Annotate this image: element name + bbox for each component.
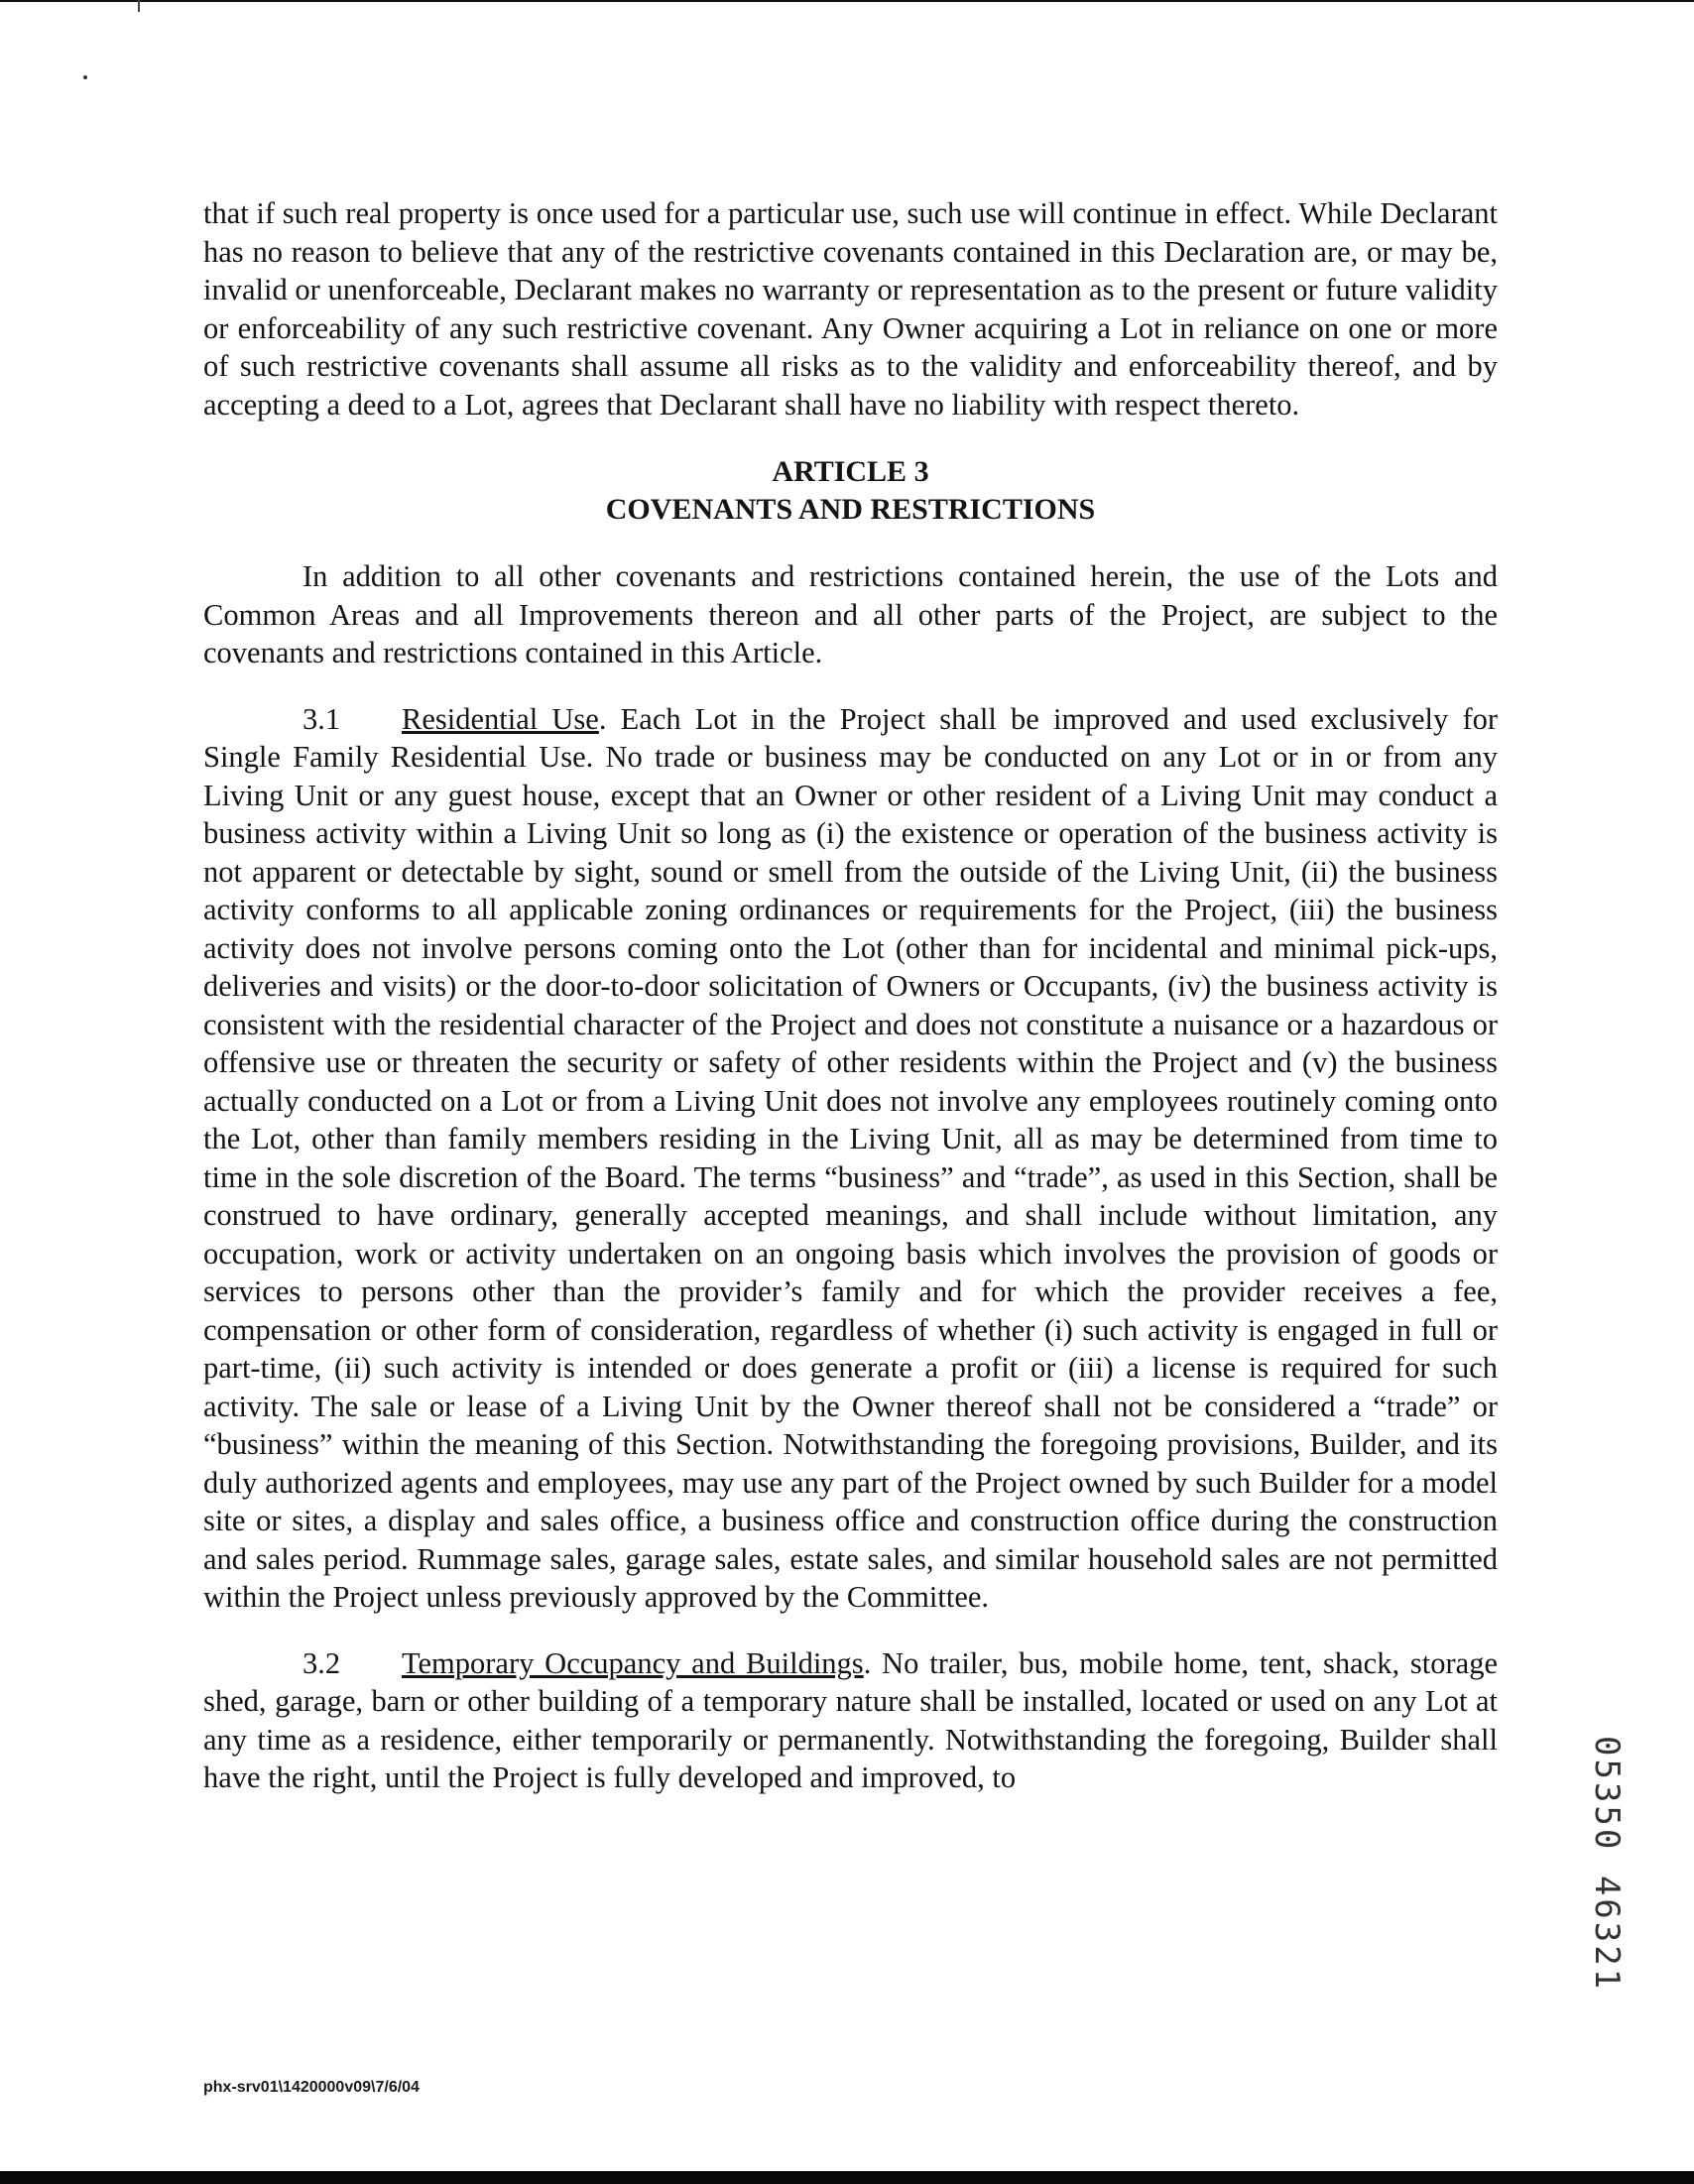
section-title: Residential Use	[402, 701, 599, 736]
section-text: Each Lot in the Project shall be improved and used exclusively for Single Family Residential Use. No trade or business may be conducted on any Lot or in or from any Living Unit or any guest house, except that an Owner or other resident of a Living Unit may conduct a business activity within a Living Unit so long as (i) the existence or operation of the business activity is not apparent or detectable by sight, sound or smell from the outside of the Living Unit, (ii) the business activity conforms to all applicable zoning ordinances or requirements for the Project, (iii) the business activity does not involve persons coming onto the Lot (other than for incidental and minimal pick-ups, deliveries and visits) or the door-to-door solicitation of Owners or Occupants, (iv) the business activity is consistent with the residential character of the Project and does not constitute a nuisance or a hazardous or offensive use or threaten the security or safety of other residents within the Project and (v) the business actually conducted on a Lot or from a Living Unit does not involve any employees routinely coming onto the Lot, other than family members residing in the Living Unit, all as may be determined from time to time in the sole discretion of the Board. The terms “business” and “trade”, as used in this Section, shall be construed to have ordinary, generally accepted meanings, and shall include without limitation, any occupation, work or activity undertaken on an ongoing basis which involves the provision of goods or services to persons other than the provider’s family and for which the provider receives a fee, compensation or other form of consideration, regardless of whether (i) such activity is engaged in full or part-time, (ii) such activity is intended or does generate a profit or (iii) a license is required for such activity. The sale or lease of a Living Unit by the Owner thereof shall not be considered a “trade” or “business” within the meaning of this Section. Notwithstanding the foregoing provisions, Builder, and its duly authorized agents and employees, may use any part of the Project owned by such Builder for a model site or sites, a display and sales office, a business office and construction office during the construction and sales period. Rummage sales, garage sales, estate sales, and similar household sales are not permitted within the Project unless previously approved by the Committee.	[203, 701, 1499, 1614]
section-number: 3.2	[302, 1645, 341, 1680]
section-text: No trailer, bus, mobile home, tent, shack, storage shed, garage, barn or other building of a temporary nature shall be installed, located or used on any Lot at any time as a residence, either temporarily or permanently. Notwithstanding the foregoing, Builder shall have the right, until the Project is fully developed and improved, to	[203, 1645, 1498, 1794]
section-number: 3.1	[302, 701, 341, 736]
footer-document-id: phx-srv01\1420000v09\7/6/04	[203, 2079, 420, 2096]
section-3-1: 3.1 Residential Use. Each Lot in the Project shall be improved and used exclusively for Single Family Residential Use. No trade or business may be conducted on any Lot or in or from any Living Unit or any guest house, except that an Owner or other resident of a Living Unit may conduct a business activity within a Living Unit so long as (i) the existence or operation of the business activity is not apparent or detectable by sight, sound or smell from the outside of the Living Unit, (ii) the business activity conforms to all applicable zoning ordinances or requirements for the Project, (iii) the business activity does not involve persons coming onto the Lot (other than for incidental and minimal pick-ups, deliveries and visits) or the door-to-door solicitation of Owners or Occupants, (iv) the business activity is consistent with the residential character of the Project and does not constitute a nuisance or a hazardous or offensive use or threaten the security or safety of other residents within the Project and (v) the business actually conducted on a Lot or from a Living Unit does not involve any employees routinely coming onto the Lot, other than family members residing in the Living Unit, all as may be determined from time to time in the sole discretion of the Board. The terms “business” and “trade”, as used in this Section, shall be construed to have ordinary, generally accepted meanings, and shall include without limitation, any occupation, work or activity undertaken on an ongoing basis which involves the provision of goods or services to persons other than the provider’s family and for which the provider receives a fee, compensation or other form of consideration, regardless of whether (i) such activity is engaged in full or part-time, (ii) such activity is intended or does generate a profit or (iii) a license is required for such activity. The sale or lease of a Living Unit by the Owner thereof shall not be considered a “trade” or “business” within the meaning of this Section. Notwithstanding the foregoing provisions, Builder, and its duly authorized agents and employees, may use any part of the Project owned by such Builder for a model site or sites, a display and sales office, a business office and construction office during the construction and sales period. Rummage sales, garage sales, estate sales, and similar household sales are not permitted within the Project unless previously approved by the Committee.	[203, 701, 1499, 1614]
article-title: COVENANTS AND RESTRICTIONS	[605, 493, 1096, 526]
section-3-2: 3.2 Temporary Occupancy and Buildings. No trailer, bus, mobile home, tent, shack, storage shed, garage, barn or other building of a temporary nature shall be installed, located or used on any Lot at any time as a residence, either temporarily or permanently. Notwithstanding the foregoing, Builder shall have the right, until the Project is fully developed and improved, to	[203, 1645, 1498, 1794]
section-title: Temporary Occupancy and Buildings	[402, 1645, 864, 1680]
scan-speck	[83, 75, 87, 79]
scan-bottom-edge	[0, 2171, 1694, 2184]
document-body	[203, 194, 1498, 1797]
scan-top-edge	[0, 0, 1694, 2]
scan-tick-mark	[138, 0, 140, 12]
bates-number: 05350 46321	[1587, 1736, 1627, 1993]
intro-paragraph: that if such real property is once used for a particular use, such use will continue in effect. While Declarant has no reason to believe that any of the restrictive covenants contained in this Declaration are, or may be, invalid or unenforceable, Declarant makes no warranty or representation as to the present or future validity or enforceability of any such restrictive covenant. Any Owner acquiring a Lot in reliance on one or more of such restrictive covenants shall assume all risks as to the validity and enforceability thereof, and by accepting a deed to a Lot, agrees that Declarant shall have no liability with respect thereto.	[203, 196, 1498, 422]
article-number: ARTICLE 3	[772, 455, 929, 488]
article-intro-paragraph: In addition to all other covenants and restrictions contained herein, the use of the Lots and Common Areas and all Improvements thereon and all other parts of the Project, are subject to the covenants and restrictions contained in this Article.	[203, 559, 1498, 669]
